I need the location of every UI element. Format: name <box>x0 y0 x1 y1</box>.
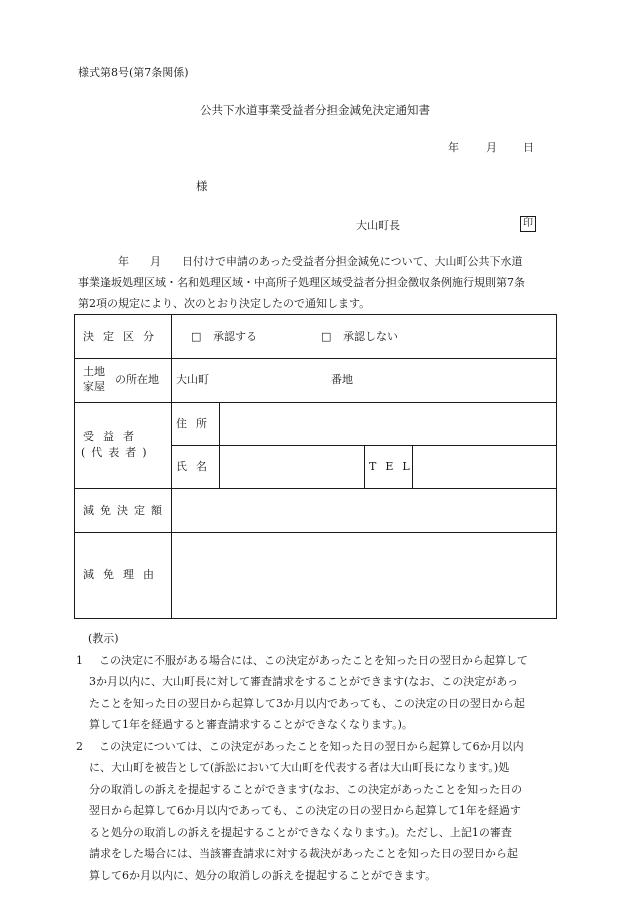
decision-label: 決定区分 <box>83 330 163 343</box>
seal-mark: 印 <box>520 216 536 232</box>
date-line <box>448 141 534 154</box>
approve-label: 承認する <box>213 330 257 343</box>
decision-table <box>74 314 557 619</box>
reason-label: 減免理由 <box>83 568 163 581</box>
note-1-line-3: たことを知った日の翌日から起算して3か月以内であっても、この決定の日の翌日から起 <box>89 696 525 710</box>
name-label: 氏名 <box>176 460 216 473</box>
note-2-line-2: に、大山町を被告として(訴訟において大山町を代表する者は大山町長になります。)処 <box>89 761 510 774</box>
location-label: の所在地 <box>115 373 159 386</box>
representative-label: (代表者) <box>81 446 153 459</box>
form-number: 様式第8号(第7条関係) <box>78 66 189 79</box>
intro-line3: 第2項の規定により、次のとおり決定したので通知します。 <box>78 297 371 310</box>
note-2-line-3: 分の取消しの訴えを提起することができます(なお、この決定があったことを知った日の <box>89 782 523 796</box>
note-2-line-1: この決定については、この決定があったことを知った日の翌日から起算して6か月以内 <box>99 739 524 753</box>
date-day: 日 <box>523 141 534 154</box>
note-2-line-5: ると処分の取消しの訴えを提起することができなくなります。)。ただし、上記1の審査 <box>89 825 512 839</box>
reject-label: 承認しない <box>343 330 398 343</box>
issuer-name: 大山町長 <box>356 219 400 232</box>
note-1-line-4: 算して1年を経過すると審査請求することができなくなります。)。 <box>89 718 413 731</box>
notes-section <box>76 628 560 886</box>
intro-line2: 事業逢坂処理区域・名和処理区域・中高所子処理区域受益者分担金徴収条例施行規則第7条 <box>78 276 525 289</box>
land-label: 土地 <box>83 365 105 378</box>
intro-line1: 日付けで申請のあった受益者分担金減免について、大山町公共下水道 <box>182 255 523 268</box>
house-label: 家屋 <box>83 380 105 393</box>
beneficiary-label: 受益者 <box>83 430 143 443</box>
note-2-line-4: 翌日から起算して6か月以内であっても、この決定の日の翌日から起算して1年を経過す <box>89 804 521 817</box>
reject-checkbox[interactable]: □ <box>321 330 332 343</box>
note-2-line-6: 請求をした場合には、当該審査請求に対する裁決があったことを知った日の翌日から起 <box>89 847 518 860</box>
intro-year: 年 <box>118 255 129 268</box>
intro-month: 月 <box>150 255 161 268</box>
banchi-label: 番地 <box>331 373 353 386</box>
note-1-line-1: この決定に不服がある場合には、この決定があったことを知った日の翌日から起算して <box>99 653 528 667</box>
notes-heading: (教示) <box>88 632 119 645</box>
approve-checkbox[interactable]: □ <box>191 330 202 343</box>
note-2-line-7: 算して6か月以内に、処分の取消しの訴えを提起することができます。 <box>89 868 437 882</box>
note-1-line-2: 3か月以内に、大山町長に対して審査請求をすることができます(なお、この決定があっ <box>89 675 519 688</box>
note-2-number: 2 <box>76 739 83 753</box>
address-label: 住所 <box>176 417 216 430</box>
note-1-number: 1 <box>76 653 83 667</box>
addressee-suffix: 様 <box>196 179 208 193</box>
date-month: 月 <box>486 141 497 154</box>
date-year: 年 <box>448 141 459 154</box>
document-title: 公共下水道事業受益者分担金減免決定通知書 <box>200 103 430 117</box>
tel-label: TEL <box>369 460 419 473</box>
town-name: 大山町 <box>176 373 209 386</box>
amount-label: 減免決定額 <box>83 504 168 517</box>
intro-paragraph <box>78 251 558 314</box>
